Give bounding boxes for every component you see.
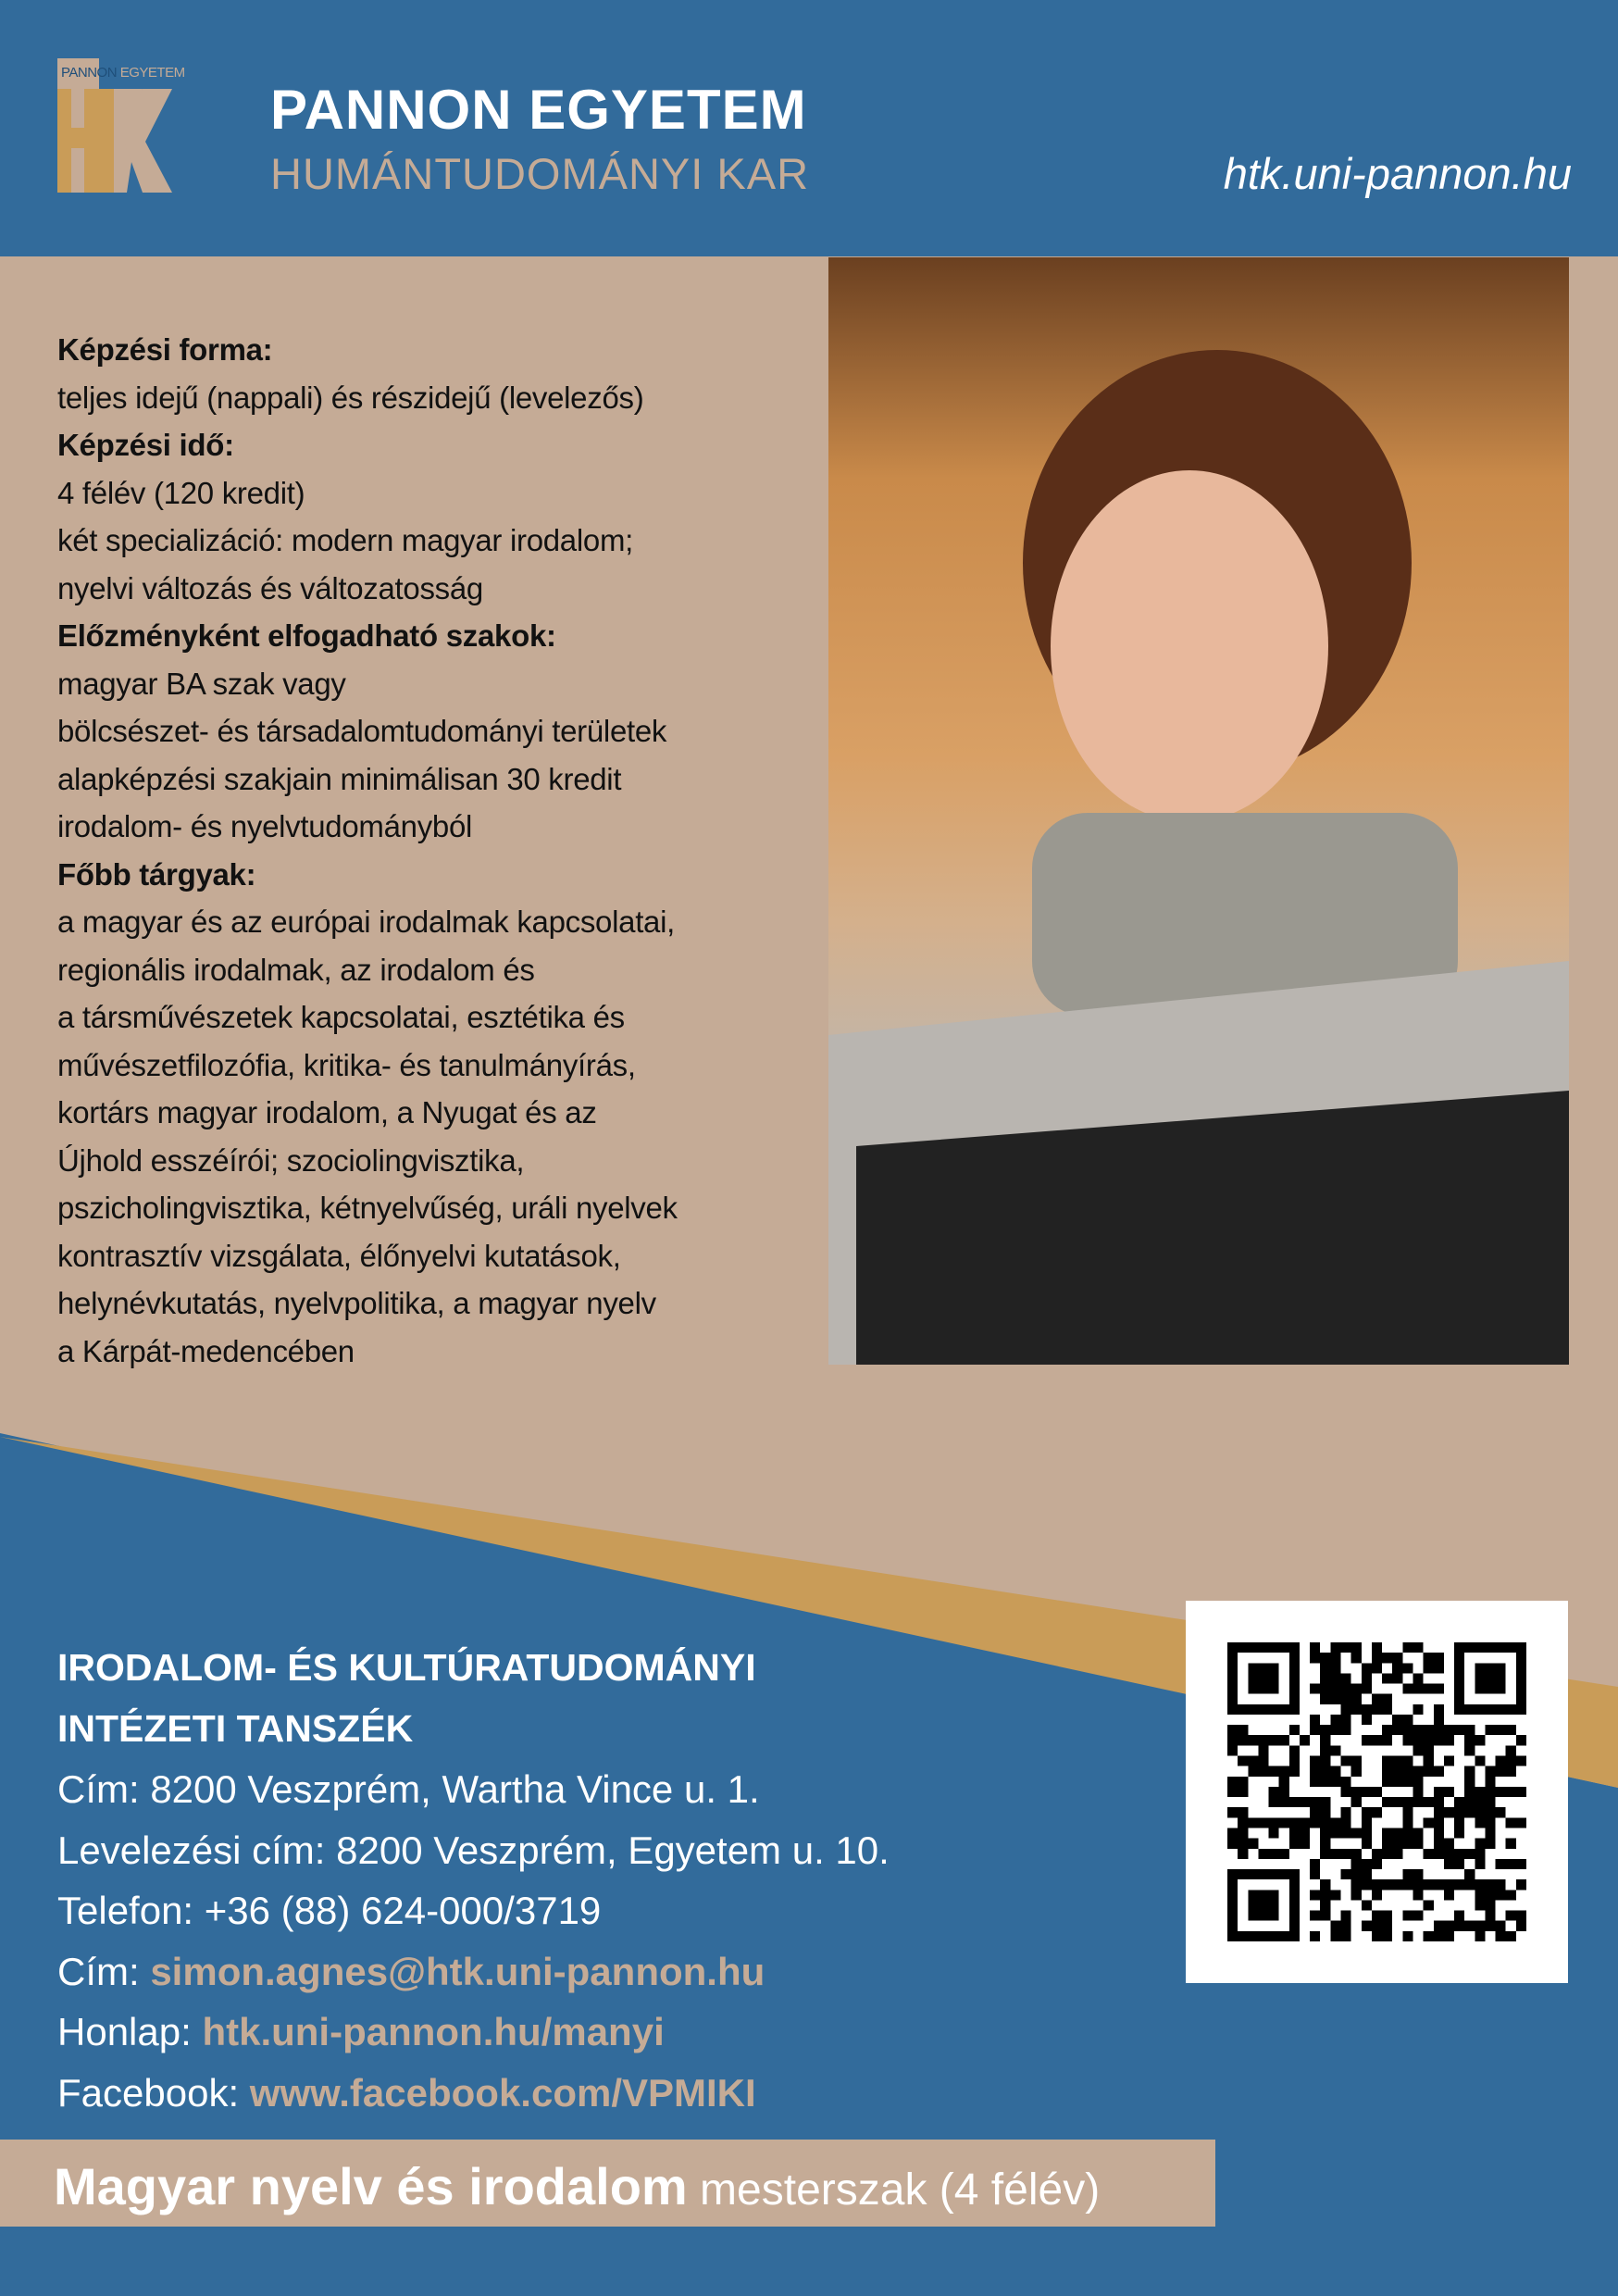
info-line: irodalom- és nyelvtudományból (57, 809, 473, 843)
info-line: Újhold esszéírói; szociolingvisztika, (57, 1142, 525, 1178)
email-link[interactable]: simon.agnes@htk.uni-pannon.hu (150, 1949, 765, 1993)
web-link[interactable]: htk.uni-pannon.hu/manyi (202, 2010, 665, 2053)
qr-code[interactable] (1186, 1601, 1568, 1983)
info-line: alapképzési szakjain minimálisan 30 kredit (57, 761, 622, 796)
info-line: pszicholingvisztika, kétnyelvűség, uráli nyelvek (57, 1191, 678, 1225)
email-row (57, 1941, 890, 2003)
info-line: kortárs magyar irodalom, a Nyugat és az (57, 1095, 597, 1129)
info-line: teljes idejű (nappali) és részidejű (levelezős) (57, 380, 644, 415)
subjects-heading: Főbb tárgyak: (57, 856, 256, 892)
program-title-bar (0, 2140, 1215, 2227)
info-line: a magyar és az európai irodalmak kapcsolatai, (57, 905, 676, 939)
phone: Telefon: +36 (88) 624-000/3719 (57, 1889, 602, 1932)
website-link[interactable]: htk.uni-pannon.hu (1223, 149, 1572, 198)
info-line: két specializáció: modern magyar irodalom; (57, 523, 634, 557)
program-name: Magyar nyelv és irodalom (54, 2157, 688, 2215)
info-line: bölcsészet- és társadalomtudományi területek (57, 714, 667, 748)
duration-heading: Képzési idő: (57, 428, 234, 462)
info-line: magyar BA szak vagy (57, 666, 346, 701)
prereq-heading: Előzményként elfogadható szakok: (57, 618, 556, 653)
facebook-link[interactable]: www.facebook.com/VPMIKI (249, 2070, 756, 2115)
form-heading: Képzési forma: (57, 332, 273, 367)
web-row (57, 2002, 890, 2063)
logo-wordmark: PANNON EGYETEM (61, 65, 185, 81)
info-line: művészetfilozófia, kritika- és tanulmányírás, (57, 1047, 636, 1082)
web-label: Honlap: (57, 2010, 203, 2053)
info-line: a Kárpát-medencében (57, 1333, 355, 1368)
info-line: helynévkutatás, nyelvpolitika, a magyar nyelv (57, 1286, 656, 1320)
info-line: nyelvi változás és változatosság (57, 570, 483, 605)
postal-address: Levelezési cím: 8200 Veszprém, Egyetem u. 10. (57, 1828, 890, 1872)
info-line: 4 félév (120 kredit) (57, 475, 305, 510)
address: Cím: 8200 Veszprém, Wartha Vince u. 1. (57, 1767, 760, 1811)
university-name: PANNON EGYETEM (270, 79, 807, 141)
facebook-row (57, 2063, 890, 2124)
info-line: regionális irodalmak, az irodalom és (57, 952, 535, 987)
faculty-name: HUMÁNTUDOMÁNYI KAR (270, 149, 810, 198)
department-title: IRODALOM- ÉS KULTÚRATUDOMÁNYI (57, 1646, 756, 1689)
department-title: INTÉZETI TANSZÉK (57, 1707, 414, 1750)
facebook-label: Facebook: (57, 2070, 250, 2115)
email-label: Cím: (57, 1949, 151, 1993)
qr-code-pattern (1227, 1642, 1526, 1941)
program-type: mesterszak (4 félév) (687, 2165, 1101, 2215)
info-line: a társművészetek kapcsolatai, esztétika és (57, 1000, 625, 1034)
info-line: kontrasztív vizsgálata, élőnyelvi kutatások, (57, 1238, 621, 1273)
contact-block (57, 1637, 890, 2123)
